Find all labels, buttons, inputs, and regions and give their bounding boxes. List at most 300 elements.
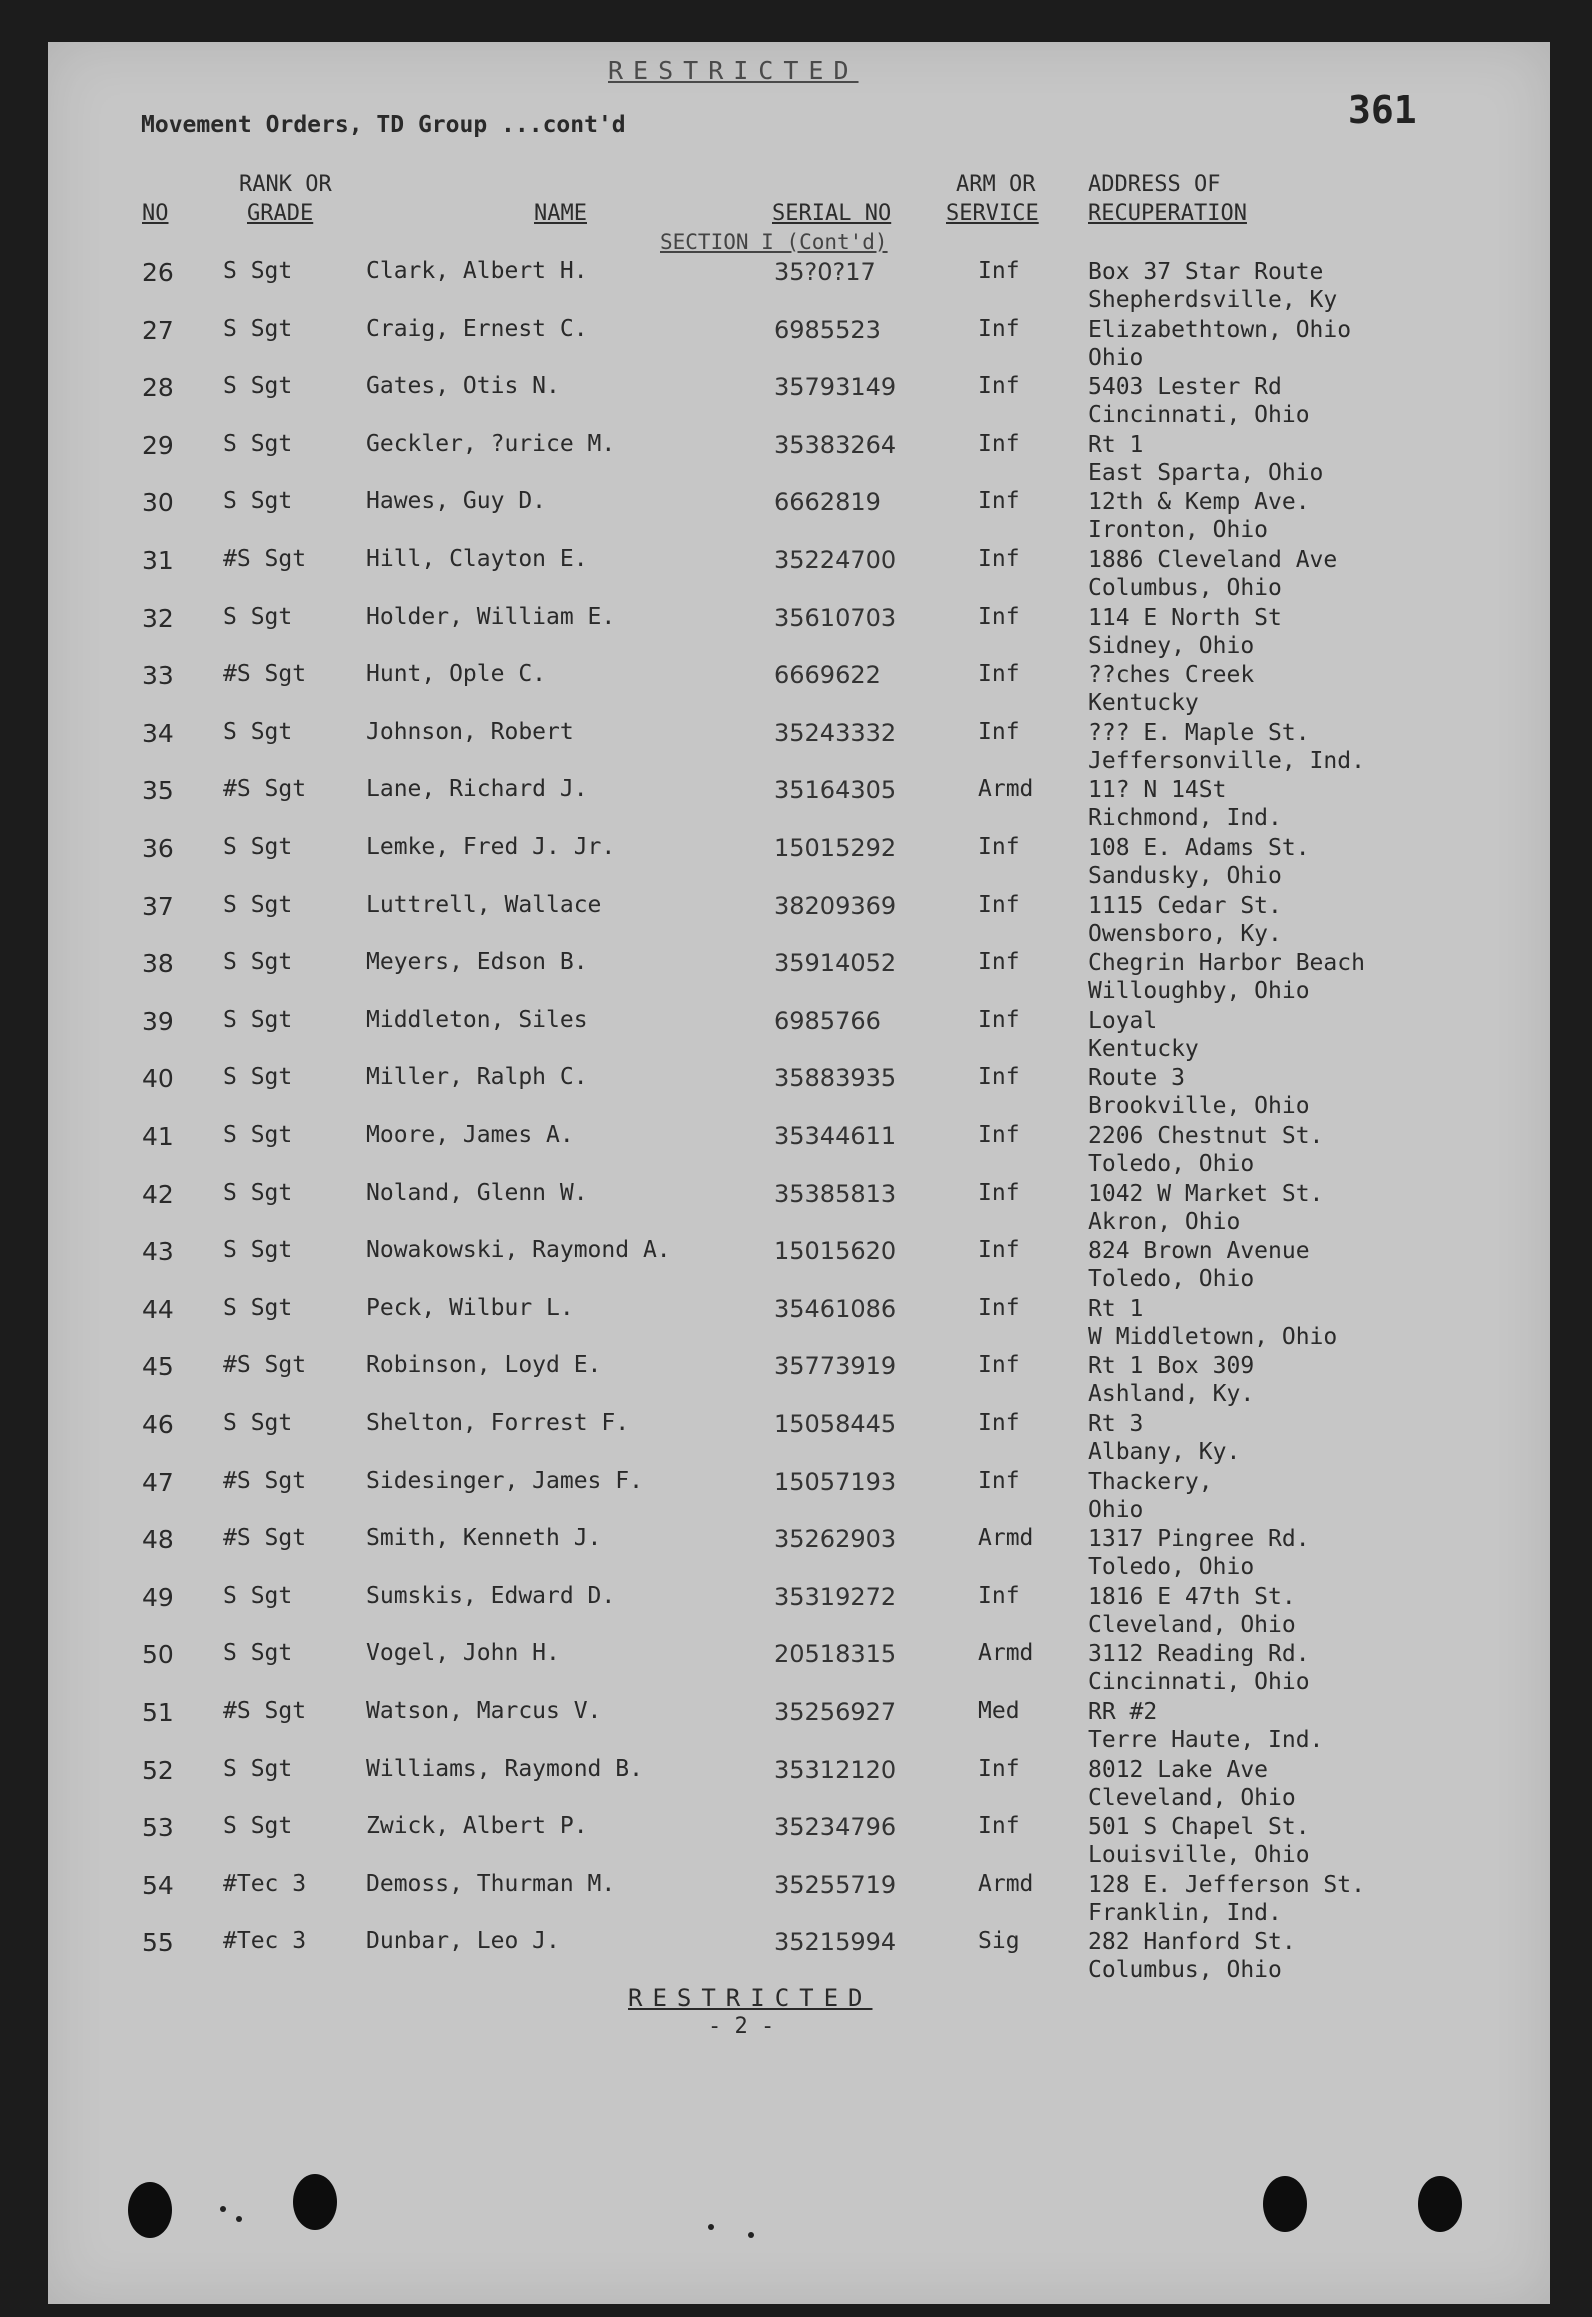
row-serial-number: 35215994 bbox=[774, 1928, 897, 1956]
row-address-line2: Brookville, Ohio bbox=[1088, 1093, 1310, 1119]
table-row bbox=[48, 1698, 1550, 1756]
row-serial-number: 35610703 bbox=[774, 604, 897, 632]
row-serial-number: 20518315 bbox=[774, 1640, 897, 1668]
row-rank: S Sgt bbox=[223, 1756, 293, 1782]
row-address-line2: Jeffersonville, Ind. bbox=[1088, 748, 1365, 774]
row-address-line2: Cincinnati, Ohio bbox=[1088, 1669, 1310, 1695]
row-address-line2: W Middletown, Ohio bbox=[1088, 1324, 1338, 1350]
row-address-line1: 114 E North St bbox=[1088, 605, 1282, 631]
row-address bbox=[1088, 316, 1351, 372]
footer-page-number: - 2 - bbox=[708, 2014, 775, 2039]
row-serial-number: 35385813 bbox=[774, 1180, 897, 1208]
row-address-line1: Rt 1 bbox=[1088, 1296, 1144, 1322]
row-address-line2: Cleveland, Ohio bbox=[1088, 1612, 1296, 1638]
rank-header-line2: GRADE bbox=[247, 201, 314, 226]
row-name: Lane, Richard J. bbox=[366, 776, 588, 802]
row-address-line1: Rt 3 bbox=[1088, 1411, 1144, 1437]
row-address-line1: ??? E. Maple St. bbox=[1088, 720, 1310, 746]
row-address-line2: Albany, Ky. bbox=[1088, 1439, 1241, 1465]
punch-hole bbox=[293, 2174, 337, 2230]
punch-hole bbox=[1418, 2176, 1462, 2232]
header-classification: RESTRICTED bbox=[608, 56, 859, 85]
table-row bbox=[48, 1180, 1550, 1238]
rank-header-line1: RANK OR bbox=[239, 172, 332, 197]
row-number: 32 bbox=[142, 604, 174, 633]
page-number: 361 bbox=[1348, 88, 1417, 132]
row-serial-number: 38209369 bbox=[774, 892, 897, 920]
row-address-line2: Owensboro, Ky. bbox=[1088, 921, 1282, 947]
row-address-line1: 128 E. Jefferson St. bbox=[1088, 1872, 1365, 1898]
row-rank: #Tec 3 bbox=[223, 1871, 307, 1897]
row-rank: S Sgt bbox=[223, 719, 293, 745]
row-address-line1: 3112 Reading Rd. bbox=[1088, 1641, 1310, 1667]
row-name: Hawes, Guy D. bbox=[366, 488, 547, 514]
row-arm-service: Inf bbox=[978, 1352, 1020, 1378]
row-address-line1: 824 Brown Avenue bbox=[1088, 1238, 1310, 1264]
row-address-line1: 1816 E 47th St. bbox=[1088, 1584, 1296, 1610]
row-arm-service: Inf bbox=[978, 1007, 1020, 1033]
row-address bbox=[1088, 1468, 1213, 1524]
row-name: Demoss, Thurman M. bbox=[366, 1871, 616, 1897]
table-row bbox=[48, 1468, 1550, 1526]
row-name: Peck, Wilbur L. bbox=[366, 1295, 574, 1321]
row-address bbox=[1088, 1583, 1296, 1639]
row-arm-service: Armd bbox=[978, 1640, 1034, 1666]
row-serial-number: 15015620 bbox=[774, 1237, 897, 1265]
row-number: 31 bbox=[142, 546, 174, 575]
row-address-line2: Cincinnati, Ohio bbox=[1088, 402, 1310, 428]
table-row bbox=[48, 1583, 1550, 1641]
speck bbox=[708, 2224, 714, 2230]
row-address bbox=[1088, 1064, 1310, 1120]
row-number: 27 bbox=[142, 316, 174, 345]
column-header-arm bbox=[946, 170, 1039, 228]
section-label: SECTION I (Cont'd) bbox=[660, 230, 888, 254]
row-address-line1: 12th & Kemp Ave. bbox=[1088, 489, 1310, 515]
table-row bbox=[48, 1410, 1550, 1468]
row-address-line2: Ironton, Ohio bbox=[1088, 517, 1269, 543]
address-header-line2: RECUPERATION bbox=[1088, 201, 1247, 226]
row-rank: S Sgt bbox=[223, 892, 293, 918]
row-address bbox=[1088, 892, 1282, 948]
row-serial-number: 6669622 bbox=[774, 661, 881, 689]
row-name: Zwick, Albert P. bbox=[366, 1813, 588, 1839]
table-row bbox=[48, 1756, 1550, 1814]
row-address-line1: 1317 Pingree Rd. bbox=[1088, 1526, 1310, 1552]
column-header-serial bbox=[772, 199, 891, 228]
row-address bbox=[1088, 1813, 1310, 1869]
row-address bbox=[1088, 1525, 1310, 1581]
row-name: Sumskis, Edward D. bbox=[366, 1583, 616, 1609]
row-address bbox=[1088, 1122, 1323, 1178]
row-serial-number: 35461086 bbox=[774, 1295, 897, 1323]
table-row bbox=[48, 546, 1550, 604]
row-rank: S Sgt bbox=[223, 1122, 293, 1148]
row-address bbox=[1088, 776, 1282, 832]
row-address bbox=[1088, 949, 1365, 1005]
row-address-line2: Toledo, Ohio bbox=[1088, 1554, 1255, 1580]
row-rank: S Sgt bbox=[223, 1813, 293, 1839]
row-arm-service: Sig bbox=[978, 1928, 1020, 1954]
row-serial-number: 35793149 bbox=[774, 373, 897, 401]
row-name: Lemke, Fred J. Jr. bbox=[366, 834, 616, 860]
row-name: Miller, Ralph C. bbox=[366, 1064, 588, 1090]
row-rank: S Sgt bbox=[223, 373, 293, 399]
row-number: 39 bbox=[142, 1007, 174, 1036]
row-name: Noland, Glenn W. bbox=[366, 1180, 588, 1206]
speck bbox=[748, 2232, 754, 2238]
row-address-line2: Louisville, Ohio bbox=[1088, 1842, 1310, 1868]
row-address bbox=[1088, 431, 1323, 487]
row-arm-service: Inf bbox=[978, 834, 1020, 860]
row-number: 52 bbox=[142, 1756, 174, 1785]
row-address-line1: 501 S Chapel St. bbox=[1088, 1814, 1310, 1840]
serial-header-line1: SERIAL NO bbox=[772, 201, 892, 226]
row-address bbox=[1088, 719, 1365, 775]
row-serial-number: 35234796 bbox=[774, 1813, 897, 1841]
row-arm-service: Inf bbox=[978, 258, 1020, 284]
row-address bbox=[1088, 1237, 1310, 1293]
row-address-line2: Toledo, Ohio bbox=[1088, 1151, 1255, 1177]
row-serial-number: 15058445 bbox=[774, 1410, 897, 1438]
row-address bbox=[1088, 1410, 1240, 1466]
row-arm-service: Inf bbox=[978, 373, 1020, 399]
row-address-line2: Terre Haute, Ind. bbox=[1088, 1727, 1324, 1753]
row-arm-service: Inf bbox=[978, 1295, 1020, 1321]
row-serial-number: 35224700 bbox=[774, 546, 897, 574]
row-address-line2: Sandusky, Ohio bbox=[1088, 863, 1282, 889]
row-address-line2: Shepherdsville, Ky bbox=[1088, 287, 1338, 313]
row-arm-service: Inf bbox=[978, 1122, 1020, 1148]
row-serial-number: 15057193 bbox=[774, 1468, 897, 1496]
row-name: Luttrell, Wallace bbox=[366, 892, 602, 918]
table-row bbox=[48, 1295, 1550, 1353]
row-number: 42 bbox=[142, 1180, 174, 1209]
row-arm-service: Inf bbox=[978, 604, 1020, 630]
row-rank: S Sgt bbox=[223, 1064, 293, 1090]
address-header-line1: ADDRESS OF bbox=[1088, 172, 1221, 197]
row-serial-number: 35262903 bbox=[774, 1525, 897, 1553]
row-name: Clark, Albert H. bbox=[366, 258, 588, 284]
row-serial-number: 35255719 bbox=[774, 1871, 897, 1899]
row-rank: #S Sgt bbox=[223, 1698, 307, 1724]
row-name: Robinson, Loyd E. bbox=[366, 1352, 602, 1378]
row-number: 51 bbox=[142, 1698, 174, 1727]
row-arm-service: Inf bbox=[978, 488, 1020, 514]
row-arm-service: Inf bbox=[978, 1064, 1020, 1090]
table-row bbox=[48, 1064, 1550, 1122]
table-row bbox=[48, 1928, 1550, 1986]
row-number: 48 bbox=[142, 1525, 174, 1554]
row-arm-service: Armd bbox=[978, 1871, 1034, 1897]
row-arm-service: Inf bbox=[978, 431, 1020, 457]
row-address-line1: Loyal bbox=[1088, 1008, 1158, 1034]
row-address-line2: Franklin, Ind. bbox=[1088, 1900, 1282, 1926]
row-address bbox=[1088, 1928, 1296, 1984]
row-number: 50 bbox=[142, 1640, 174, 1669]
row-address-line1: Rt 1 bbox=[1088, 432, 1144, 458]
table-row bbox=[48, 1525, 1550, 1583]
row-address-line1: Chegrin Harbor Beach bbox=[1088, 950, 1365, 976]
row-name: Holder, William E. bbox=[366, 604, 616, 630]
row-address bbox=[1088, 1698, 1323, 1754]
arm-header-line1: ARM OR bbox=[956, 172, 1036, 197]
row-address-line1: 1042 W Market St. bbox=[1088, 1181, 1324, 1207]
row-name: Dunbar, Leo J. bbox=[366, 1928, 560, 1954]
row-arm-service: Inf bbox=[978, 892, 1020, 918]
row-serial-number: 35883935 bbox=[774, 1064, 897, 1092]
row-address bbox=[1088, 546, 1337, 602]
row-rank: #S Sgt bbox=[223, 1525, 307, 1551]
row-serial-number: 35312120 bbox=[774, 1756, 897, 1784]
row-arm-service: Inf bbox=[978, 1468, 1020, 1494]
column-header-name bbox=[534, 199, 587, 228]
row-number: 26 bbox=[142, 258, 174, 287]
row-rank: S Sgt bbox=[223, 258, 293, 284]
row-address bbox=[1088, 834, 1310, 890]
row-name: Geckler, ?urice M. bbox=[366, 431, 616, 457]
row-name: Sidesinger, James F. bbox=[366, 1468, 643, 1494]
row-rank: S Sgt bbox=[223, 1180, 293, 1206]
row-serial-number: 6662819 bbox=[774, 488, 881, 516]
document-title: Movement Orders, TD Group ...cont'd bbox=[141, 112, 626, 138]
row-address-line1: 1886 Cleveland Ave bbox=[1088, 547, 1338, 573]
row-rank: #Tec 3 bbox=[223, 1928, 307, 1954]
row-address-line1: Thackery, bbox=[1088, 1469, 1213, 1495]
row-arm-service: Med bbox=[978, 1698, 1020, 1724]
row-number: 30 bbox=[142, 488, 174, 517]
row-address-line1: 8012 Lake Ave bbox=[1088, 1757, 1269, 1783]
row-number: 38 bbox=[142, 949, 174, 978]
table-row bbox=[48, 1007, 1550, 1065]
row-rank: #S Sgt bbox=[223, 546, 307, 572]
row-address bbox=[1088, 258, 1337, 314]
row-serial-number: 35?0?17 bbox=[774, 258, 876, 286]
row-address-line2: Sidney, Ohio bbox=[1088, 633, 1255, 659]
table-row bbox=[48, 1122, 1550, 1180]
row-address-line2: Akron, Ohio bbox=[1088, 1209, 1241, 1235]
row-number: 53 bbox=[142, 1813, 174, 1842]
row-address-line2: Willoughby, Ohio bbox=[1088, 978, 1310, 1004]
table-row bbox=[48, 949, 1550, 1007]
row-number: 36 bbox=[142, 834, 174, 863]
row-address-line2: Ohio bbox=[1088, 345, 1144, 371]
row-address bbox=[1088, 1871, 1365, 1927]
row-serial-number: 35914052 bbox=[774, 949, 897, 977]
document-page bbox=[48, 42, 1550, 2304]
column-header-address bbox=[1088, 170, 1247, 228]
row-number: 45 bbox=[142, 1352, 174, 1381]
row-rank: S Sgt bbox=[223, 1295, 293, 1321]
row-number: 44 bbox=[142, 1295, 174, 1324]
row-serial-number: 35319272 bbox=[774, 1583, 897, 1611]
table-row bbox=[48, 1352, 1550, 1410]
row-rank: S Sgt bbox=[223, 1640, 293, 1666]
row-rank: S Sgt bbox=[223, 1583, 293, 1609]
row-address-line1: RR #2 bbox=[1088, 1699, 1158, 1725]
row-serial-number: 35773919 bbox=[774, 1352, 897, 1380]
row-address-line1: 11? N 14St bbox=[1088, 777, 1227, 803]
table-row bbox=[48, 1237, 1550, 1295]
row-address bbox=[1088, 1180, 1323, 1236]
row-number: 34 bbox=[142, 719, 174, 748]
row-rank: #S Sgt bbox=[223, 661, 307, 687]
row-number: 28 bbox=[142, 373, 174, 402]
table-row bbox=[48, 776, 1550, 834]
row-arm-service: Inf bbox=[978, 1756, 1020, 1782]
row-arm-service: Inf bbox=[978, 949, 1020, 975]
row-name: Craig, Ernest C. bbox=[366, 316, 588, 342]
table-row bbox=[48, 258, 1550, 316]
row-address-line2: Cleveland, Ohio bbox=[1088, 1785, 1296, 1811]
row-arm-service: Inf bbox=[978, 1180, 1020, 1206]
table-row bbox=[48, 1813, 1550, 1871]
row-number: 43 bbox=[142, 1237, 174, 1266]
row-number: 40 bbox=[142, 1064, 174, 1093]
row-address bbox=[1088, 1640, 1310, 1696]
row-number: 37 bbox=[142, 892, 174, 921]
row-rank: S Sgt bbox=[223, 431, 293, 457]
row-address bbox=[1088, 488, 1310, 544]
row-number: 41 bbox=[142, 1122, 174, 1151]
row-address-line2: Kentucky bbox=[1088, 1036, 1199, 1062]
table-row bbox=[48, 834, 1550, 892]
row-name: Shelton, Forrest F. bbox=[366, 1410, 630, 1436]
footer-classification: RESTRICTED bbox=[628, 1984, 873, 2012]
row-arm-service: Inf bbox=[978, 1813, 1020, 1839]
row-name: Smith, Kenneth J. bbox=[366, 1525, 602, 1551]
row-address-line2: Toledo, Ohio bbox=[1088, 1266, 1255, 1292]
row-number: 55 bbox=[142, 1928, 174, 1957]
row-address bbox=[1088, 1007, 1199, 1063]
table-row bbox=[48, 661, 1550, 719]
column-header-rank bbox=[239, 170, 332, 228]
row-number: 46 bbox=[142, 1410, 174, 1439]
row-arm-service: Inf bbox=[978, 1410, 1020, 1436]
row-rank: S Sgt bbox=[223, 316, 293, 342]
row-address-line2: Columbus, Ohio bbox=[1088, 1957, 1282, 1983]
arm-header-line2: SERVICE bbox=[946, 201, 1039, 226]
row-address bbox=[1088, 604, 1282, 660]
row-address-line1: 2206 Chestnut St. bbox=[1088, 1123, 1324, 1149]
row-arm-service: Inf bbox=[978, 316, 1020, 342]
row-address-line2: Richmond, Ind. bbox=[1088, 805, 1282, 831]
row-address-line1: 108 E. Adams St. bbox=[1088, 835, 1310, 861]
row-rank: S Sgt bbox=[223, 488, 293, 514]
table-row bbox=[48, 719, 1550, 777]
row-address bbox=[1088, 1295, 1337, 1351]
row-address-line2: Columbus, Ohio bbox=[1088, 575, 1282, 601]
row-rank: S Sgt bbox=[223, 1007, 293, 1033]
table-row bbox=[48, 1871, 1550, 1929]
row-serial-number: 35383264 bbox=[774, 431, 897, 459]
row-address-line2: Ohio bbox=[1088, 1497, 1144, 1523]
row-number: 35 bbox=[142, 776, 174, 805]
row-serial-number: 35243332 bbox=[774, 719, 897, 747]
row-name: Hill, Clayton E. bbox=[366, 546, 588, 572]
row-rank: S Sgt bbox=[223, 1237, 293, 1263]
punch-hole bbox=[128, 2182, 172, 2238]
row-address-line1: ??ches Creek bbox=[1088, 662, 1255, 688]
row-serial-number: 6985766 bbox=[774, 1007, 881, 1035]
row-rank: #S Sgt bbox=[223, 1468, 307, 1494]
punch-hole bbox=[1263, 2176, 1307, 2232]
row-serial-number: 35344611 bbox=[774, 1122, 897, 1150]
name-header: NAME bbox=[534, 201, 587, 226]
row-address-line2: Ashland, Ky. bbox=[1088, 1381, 1255, 1407]
table-row bbox=[48, 373, 1550, 431]
row-arm-service: Inf bbox=[978, 546, 1020, 572]
row-arm-service: Inf bbox=[978, 719, 1020, 745]
table-row bbox=[48, 316, 1550, 374]
speck bbox=[220, 2206, 226, 2212]
row-name: Middleton, Siles bbox=[366, 1007, 588, 1033]
row-arm-service: Inf bbox=[978, 1237, 1020, 1263]
row-name: Nowakowski, Raymond A. bbox=[366, 1237, 671, 1263]
row-serial-number: 35164305 bbox=[774, 776, 897, 804]
row-arm-service: Armd bbox=[978, 1525, 1034, 1551]
row-address-line2: East Sparta, Ohio bbox=[1088, 460, 1324, 486]
row-address bbox=[1088, 1352, 1254, 1408]
table-row bbox=[48, 892, 1550, 950]
table-row bbox=[48, 604, 1550, 662]
row-address-line1: Box 37 Star Route bbox=[1088, 259, 1324, 285]
row-arm-service: Inf bbox=[978, 1583, 1020, 1609]
row-name: Watson, Marcus V. bbox=[366, 1698, 602, 1724]
row-rank: S Sgt bbox=[223, 1410, 293, 1436]
row-name: Johnson, Robert bbox=[366, 719, 574, 745]
row-name: Hunt, Ople C. bbox=[366, 661, 547, 687]
row-address bbox=[1088, 373, 1310, 429]
row-address bbox=[1088, 661, 1254, 717]
row-address-line1: Elizabethtown, Ohio bbox=[1088, 317, 1352, 343]
row-arm-service: Armd bbox=[978, 776, 1034, 802]
row-address-line1: Route 3 bbox=[1088, 1065, 1185, 1091]
no-header: NO bbox=[142, 201, 169, 226]
row-address-line2: Kentucky bbox=[1088, 690, 1199, 716]
row-address bbox=[1088, 1756, 1296, 1812]
table-row bbox=[48, 1640, 1550, 1698]
row-address-line1: Rt 1 Box 309 bbox=[1088, 1353, 1255, 1379]
table-row bbox=[48, 431, 1550, 489]
row-number: 33 bbox=[142, 661, 174, 690]
row-rank: #S Sgt bbox=[223, 1352, 307, 1378]
row-number: 49 bbox=[142, 1583, 174, 1612]
row-name: Moore, James A. bbox=[366, 1122, 574, 1148]
row-name: Gates, Otis N. bbox=[366, 373, 560, 399]
row-address-line1: 282 Hanford St. bbox=[1088, 1929, 1296, 1955]
row-serial-number: 15015292 bbox=[774, 834, 897, 862]
row-rank: S Sgt bbox=[223, 834, 293, 860]
row-name: Meyers, Edson B. bbox=[366, 949, 588, 975]
row-address-line1: 1115 Cedar St. bbox=[1088, 893, 1282, 919]
speck bbox=[236, 2216, 242, 2222]
row-arm-service: Inf bbox=[978, 661, 1020, 687]
row-name: Vogel, John H. bbox=[366, 1640, 560, 1666]
row-rank: #S Sgt bbox=[223, 776, 307, 802]
row-address-line1: 5403 Lester Rd bbox=[1088, 374, 1282, 400]
row-number: 29 bbox=[142, 431, 174, 460]
row-serial-number: 6985523 bbox=[774, 316, 881, 344]
row-number: 54 bbox=[142, 1871, 174, 1900]
row-rank: S Sgt bbox=[223, 949, 293, 975]
table-row bbox=[48, 488, 1550, 546]
row-rank: S Sgt bbox=[223, 604, 293, 630]
row-name: Williams, Raymond B. bbox=[366, 1756, 643, 1782]
row-number: 47 bbox=[142, 1468, 174, 1497]
row-serial-number: 35256927 bbox=[774, 1698, 897, 1726]
column-header-no bbox=[142, 199, 169, 228]
